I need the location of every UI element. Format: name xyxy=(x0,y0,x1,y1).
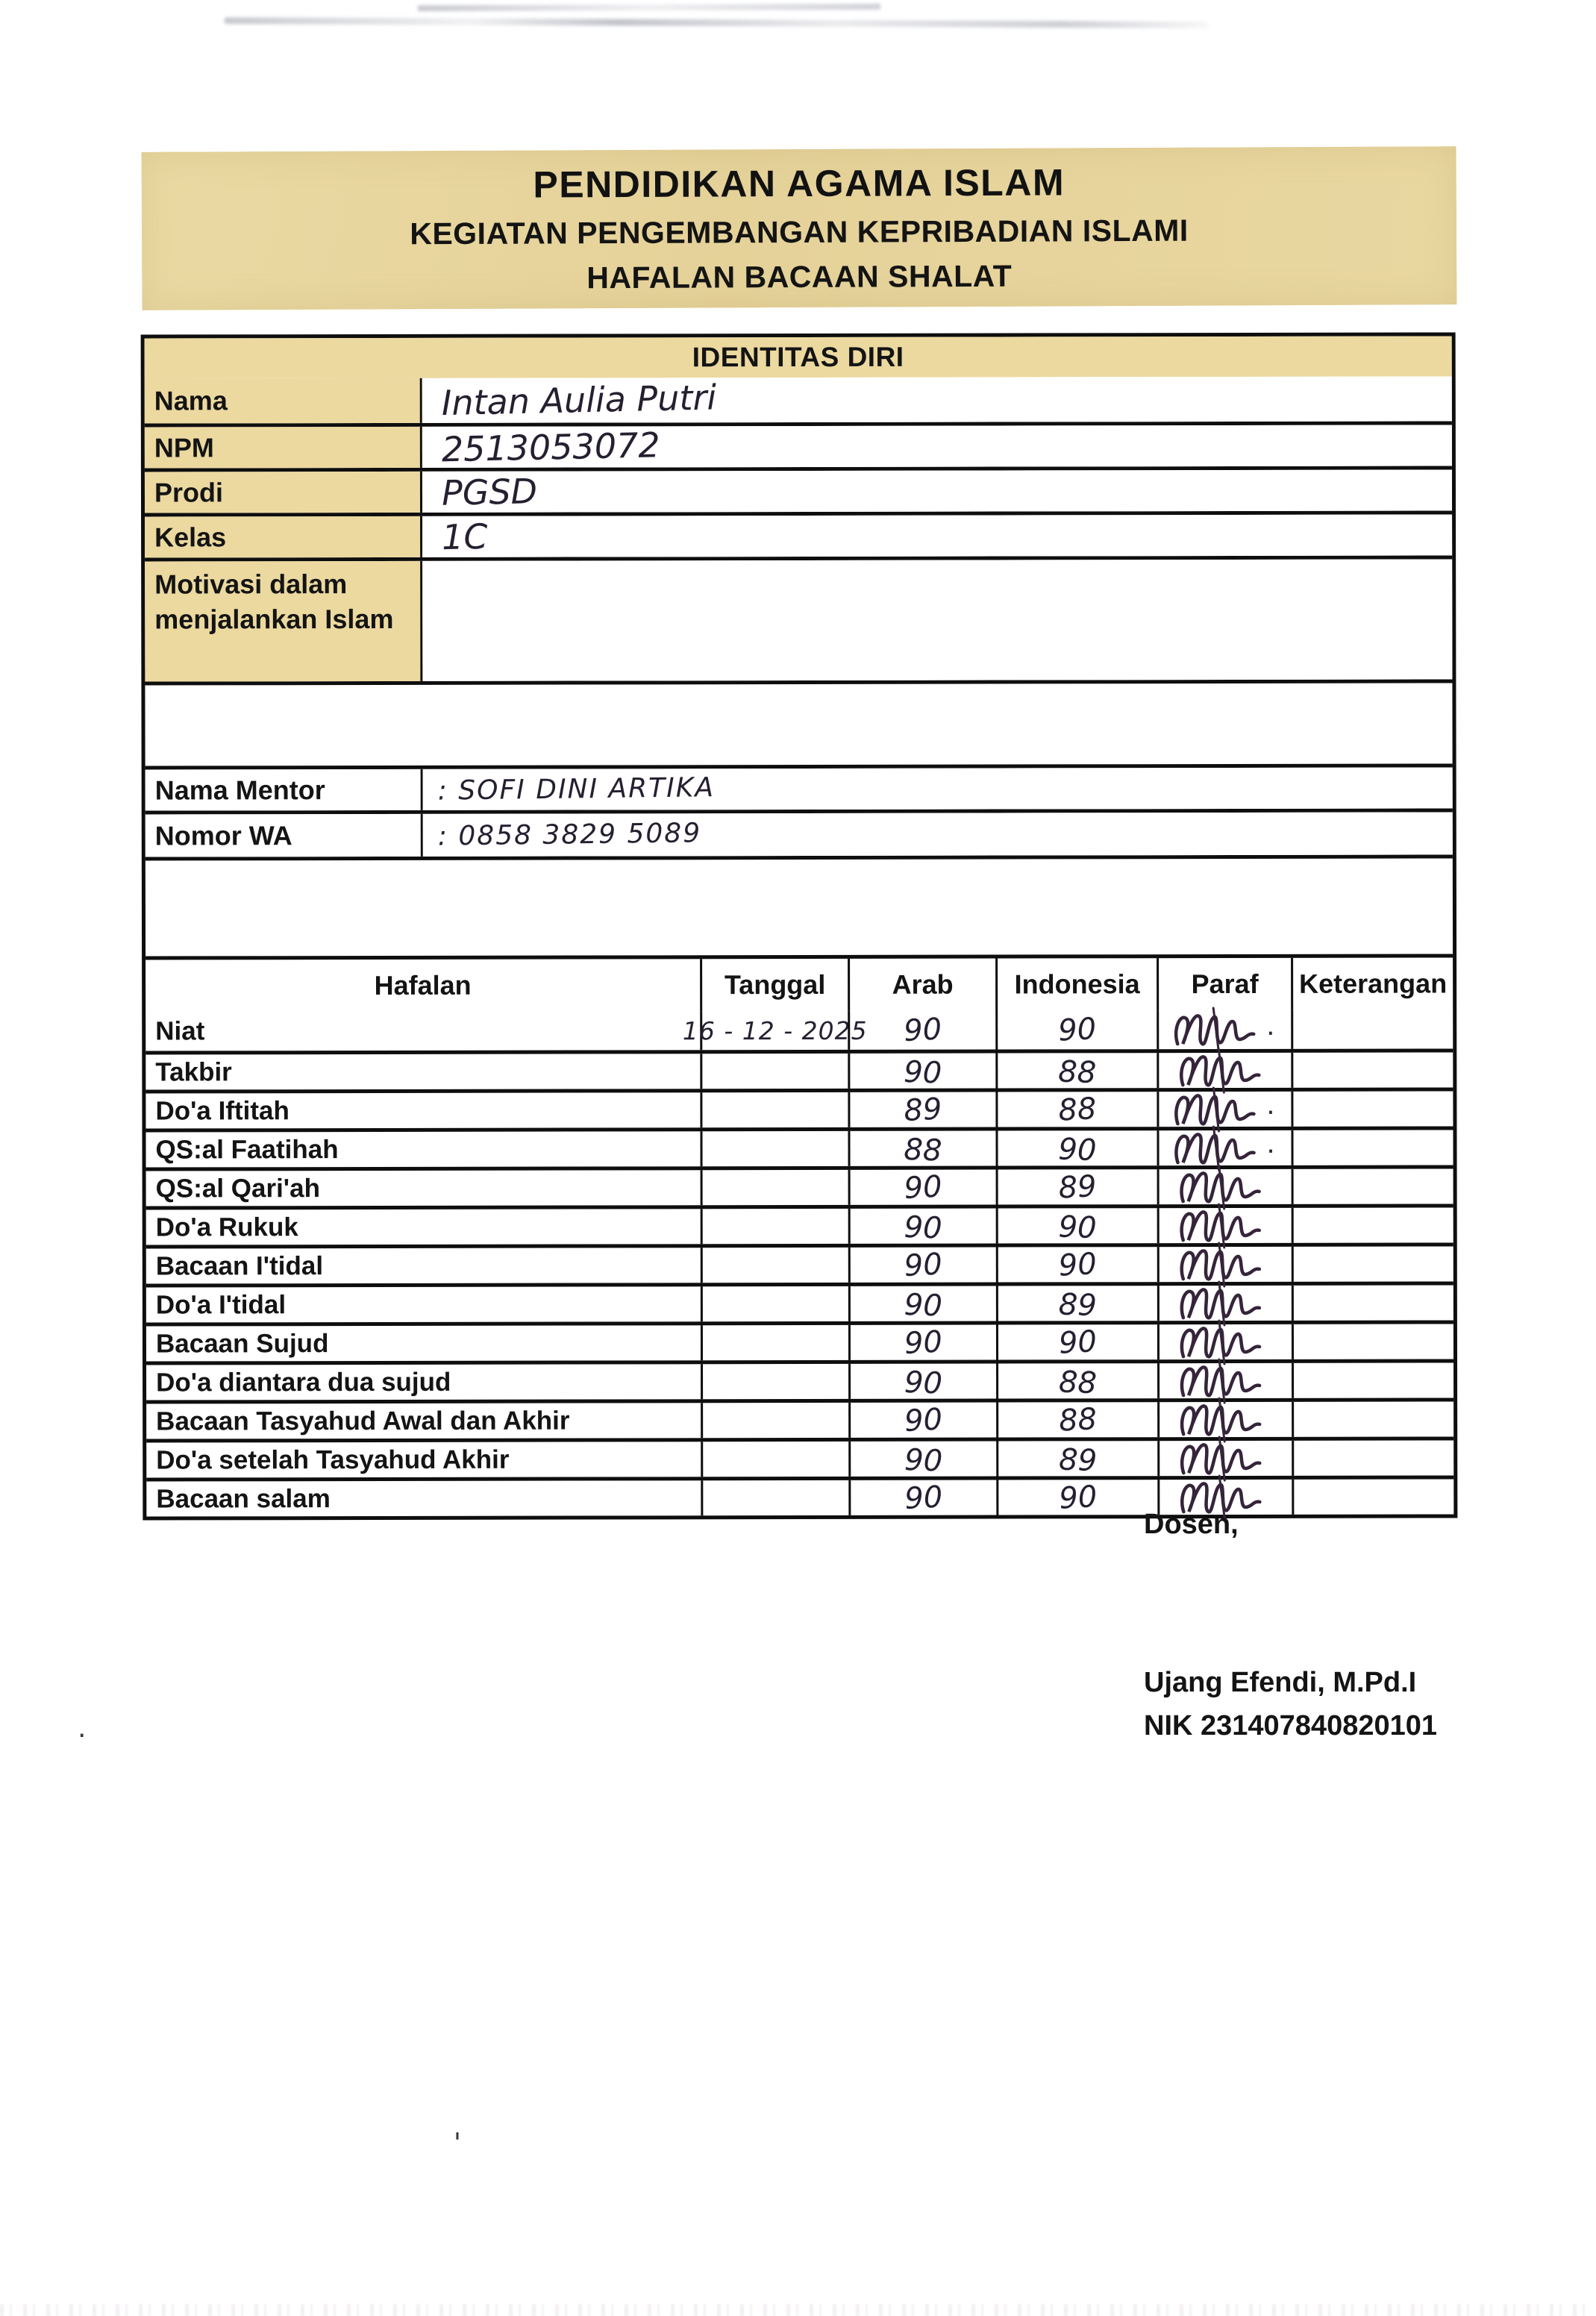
paraf-cell xyxy=(1157,1402,1292,1437)
indonesia-score-handwritten: 88 xyxy=(1057,1091,1098,1128)
indonesia-score-handwritten: 90 xyxy=(1057,1246,1098,1283)
signatory-role: Dosen, xyxy=(1144,1509,1239,1540)
keterangan-cell xyxy=(1292,1168,1453,1204)
indonesia-score-cell xyxy=(996,1441,1157,1476)
indonesia-score-cell xyxy=(996,1169,1157,1204)
indonesia-score-handwritten: 88 xyxy=(1058,1365,1098,1400)
paraf-signature-mark xyxy=(1174,1244,1264,1284)
arab-score-cell xyxy=(848,1092,995,1127)
score-row xyxy=(145,1126,1453,1167)
empty-spacer-cell xyxy=(145,679,1452,766)
date-cell xyxy=(701,1403,848,1438)
mentor-wa-row xyxy=(145,808,1453,857)
score-row xyxy=(146,1242,1453,1283)
indonesia-score-cell xyxy=(996,1324,1157,1359)
paraf-signature-mark xyxy=(1175,1399,1265,1439)
scan-edge-noise xyxy=(0,2304,1596,2316)
keterangan-cell xyxy=(1292,1479,1453,1514)
paraf-signature-mark xyxy=(1175,1438,1265,1478)
field-value-handwritten: 2513053072 xyxy=(441,424,661,469)
indonesia-score-cell xyxy=(996,1402,1157,1437)
date-cell xyxy=(701,1325,848,1360)
score-row xyxy=(146,1165,1453,1206)
indonesia-score-cell xyxy=(996,1480,1157,1515)
date-cell xyxy=(701,1442,848,1477)
paraf-cell xyxy=(1157,1010,1291,1049)
arab-score-handwritten: 89 xyxy=(903,1091,943,1128)
arab-score-cell xyxy=(848,1054,995,1089)
arab-score-handwritten: 90 xyxy=(903,1246,943,1283)
field-value-cell xyxy=(422,376,1452,422)
arab-score-cell xyxy=(848,1442,996,1477)
paraf-cell xyxy=(1157,1286,1292,1321)
memorization-item-label: Bacaan I'tidal xyxy=(155,1251,324,1281)
paraf-dot: . xyxy=(1266,1008,1275,1042)
identity-field-row xyxy=(145,510,1452,557)
keterangan-cell xyxy=(1292,1207,1453,1242)
signatory-nik: NIK 231407840820101 xyxy=(1144,1710,1438,1741)
paraf-signature-mark xyxy=(1174,1283,1264,1323)
memorization-item-label: Bacaan Tasyahud Awal dan Akhir xyxy=(156,1406,570,1436)
arab-score-cell xyxy=(848,1209,996,1244)
paraf-cell xyxy=(1157,1363,1292,1398)
memorization-item-label: QS:al Faatihah xyxy=(155,1134,339,1165)
score-row xyxy=(146,1436,1453,1477)
paraf-dot: . xyxy=(1266,1087,1275,1121)
memorization-item-label: Do'a setelah Tasyahud Akhir xyxy=(156,1445,510,1475)
column-header-keterangan: Keterangan xyxy=(1291,957,1453,1010)
date-cell xyxy=(700,1131,848,1166)
keterangan-cell xyxy=(1292,1440,1453,1475)
score-row xyxy=(146,1475,1453,1516)
memorization-item-label: Bacaan salam xyxy=(156,1483,331,1514)
keterangan-cell xyxy=(1291,1052,1453,1087)
indonesia-score-cell xyxy=(995,1053,1157,1088)
indonesia-score-cell xyxy=(995,1092,1157,1127)
paraf-signature-mark xyxy=(1169,1010,1259,1050)
identity-field-row xyxy=(145,376,1452,423)
date-cell xyxy=(700,1092,848,1127)
form-title-band xyxy=(142,146,1457,310)
field-value-handwritten: 1C xyxy=(441,516,489,557)
indonesia-score-cell xyxy=(996,1363,1157,1398)
paraf-cell xyxy=(1157,1169,1292,1204)
arab-score-handwritten: 90 xyxy=(904,1365,943,1401)
indonesia-score-cell xyxy=(996,1247,1157,1282)
score-row xyxy=(146,1204,1453,1245)
arab-score-handwritten: 90 xyxy=(903,1012,943,1049)
date-cell xyxy=(701,1209,848,1244)
signatory-name: Ujang Efendi, M.Pd.I xyxy=(1144,1667,1417,1698)
indonesia-score-cell xyxy=(995,1010,1157,1049)
form-title-line1: PENDIDIKAN AGAMA ISLAM xyxy=(533,161,1065,206)
keterangan-cell xyxy=(1291,1130,1453,1165)
paraf-cell xyxy=(1157,1247,1292,1282)
memorization-item-label: Do'a Rukuk xyxy=(155,1212,298,1242)
indonesia-score-handwritten: 89 xyxy=(1058,1442,1098,1478)
mentor-name-handwritten: : SOFI DINI ARTIKA xyxy=(437,772,716,807)
indonesia-score-cell xyxy=(996,1286,1157,1321)
paraf-cell xyxy=(1157,1441,1292,1476)
arab-score-handwritten: 90 xyxy=(903,1209,943,1246)
memorization-item-label: Do'a I'tidal xyxy=(155,1289,287,1320)
arab-score-handwritten: 90 xyxy=(903,1054,942,1091)
column-header-tanggal: Tanggal xyxy=(700,959,848,1011)
scan-streak-artifact xyxy=(418,4,880,11)
paraf-signature-mark xyxy=(1174,1050,1264,1090)
field-value-cell xyxy=(422,425,1452,467)
keterangan-cell xyxy=(1291,1010,1453,1048)
score-table-header xyxy=(145,954,1453,1012)
keterangan-cell xyxy=(1292,1246,1453,1281)
paraf-signature-mark xyxy=(1169,1089,1259,1129)
memorization-item-label: Do'a Iftitah xyxy=(155,1095,290,1126)
mentor-wa-handwritten: : 0858 3829 5089 xyxy=(437,818,702,852)
scan-streak-artifact xyxy=(224,17,1209,28)
identity-field-row xyxy=(145,421,1452,468)
arab-score-handwritten: 90 xyxy=(903,1324,944,1361)
arab-score-cell xyxy=(848,1248,996,1283)
paraf-cell xyxy=(1157,1208,1292,1243)
arab-score-cell xyxy=(848,1286,996,1324)
form-title-line3: HAFALAN BACAAN SHALAT xyxy=(586,258,1013,295)
column-header-paraf: Paraf xyxy=(1157,958,1291,1010)
date-handwritten: 16 - 12 - 2025 xyxy=(682,1015,868,1045)
date-cell xyxy=(700,1054,848,1089)
column-header-indonesia: Indonesia xyxy=(995,958,1157,1010)
field-label: Nomor WA xyxy=(145,814,423,857)
keterangan-cell xyxy=(1292,1401,1453,1436)
field-label: Kelas xyxy=(145,516,422,558)
field-label: Nama xyxy=(145,378,422,424)
arab-score-handwritten: 90 xyxy=(903,1168,943,1206)
field-label: Motivasi dalam menjalankan Islam xyxy=(145,561,422,682)
arab-score-cell xyxy=(848,1403,996,1438)
field-value-handwritten: PGSD xyxy=(441,470,538,513)
score-row xyxy=(146,1320,1453,1361)
date-cell xyxy=(701,1170,848,1205)
identity-field-row xyxy=(145,466,1452,513)
memorization-item-label: Niat xyxy=(155,1016,205,1046)
indonesia-score-handwritten: 89 xyxy=(1058,1287,1098,1323)
keterangan-cell xyxy=(1292,1285,1453,1320)
keterangan-cell xyxy=(1292,1324,1453,1359)
field-label: Nama Mentor xyxy=(145,769,423,811)
indonesia-score-handwritten: 88 xyxy=(1057,1054,1097,1090)
arab-score-handwritten: 90 xyxy=(904,1442,943,1479)
paraf-cell xyxy=(1157,1126,1291,1165)
date-cell xyxy=(701,1480,848,1515)
arab-score-handwritten: 90 xyxy=(903,1401,944,1439)
date-cell xyxy=(701,1364,848,1399)
paraf-cell xyxy=(1157,1053,1291,1088)
indonesia-score-handwritten: 90 xyxy=(1057,1012,1098,1048)
indonesia-score-handwritten: 90 xyxy=(1057,1132,1098,1168)
stray-pen-mark: . xyxy=(78,1713,87,1744)
memorization-item-label: Takbir xyxy=(155,1057,232,1087)
memorization-item-label: Bacaan Sujud xyxy=(155,1328,329,1359)
arab-score-handwritten: 90 xyxy=(904,1479,944,1516)
paraf-cell xyxy=(1157,1324,1292,1359)
score-row xyxy=(145,1048,1453,1089)
paraf-cell xyxy=(1157,1087,1291,1127)
score-row xyxy=(146,1359,1453,1400)
indonesia-score-handwritten: 90 xyxy=(1057,1324,1098,1361)
column-header-arab: Arab xyxy=(848,959,995,1011)
field-label: Prodi xyxy=(145,472,422,513)
paraf-signature-mark xyxy=(1175,1360,1265,1400)
keterangan-cell xyxy=(1292,1362,1453,1398)
score-row xyxy=(145,1010,1453,1051)
indonesia-score-handwritten: 89 xyxy=(1057,1168,1098,1206)
field-value-cell xyxy=(423,812,1453,856)
form-table xyxy=(141,332,1458,1520)
identity-section-header: IDENTITAS DIRI xyxy=(145,336,1452,378)
identity-field-row xyxy=(145,555,1452,681)
date-cell xyxy=(701,1286,848,1321)
field-value-cell xyxy=(423,767,1453,810)
score-row xyxy=(145,1087,1453,1128)
date-cell xyxy=(701,1248,848,1283)
arab-score-cell xyxy=(848,1364,996,1399)
paraf-signature-mark xyxy=(1174,1166,1264,1206)
paraf-signature-mark xyxy=(1169,1127,1259,1168)
field-value-handwritten: Intan Aulia Putri xyxy=(441,377,717,424)
keterangan-cell xyxy=(1291,1091,1453,1126)
paraf-signature-mark xyxy=(1174,1205,1264,1245)
field-label: NPM xyxy=(145,427,422,469)
empty-spacer-cell xyxy=(145,854,1453,956)
field-value-cell xyxy=(422,559,1452,680)
indonesia-score-handwritten: 88 xyxy=(1057,1401,1098,1439)
indonesia-score-cell xyxy=(995,1130,1157,1168)
arab-score-cell xyxy=(848,1131,995,1166)
field-value-cell xyxy=(422,514,1452,557)
paraf-signature-mark xyxy=(1174,1321,1264,1362)
arab-score-cell xyxy=(848,1480,996,1515)
score-row xyxy=(146,1281,1453,1322)
field-value-cell xyxy=(422,469,1452,512)
memorization-item-label: Do'a diantara dua sujud xyxy=(156,1367,451,1398)
score-row xyxy=(146,1398,1453,1439)
arab-score-handwritten: 90 xyxy=(904,1287,943,1324)
indonesia-score-cell xyxy=(996,1208,1157,1243)
arab-score-cell xyxy=(848,1325,996,1360)
indonesia-score-handwritten: 90 xyxy=(1057,1209,1098,1245)
memorization-item-label: QS:al Qari'ah xyxy=(155,1173,320,1204)
indonesia-score-handwritten: 90 xyxy=(1058,1479,1098,1516)
paraf-dot: . xyxy=(1266,1126,1275,1159)
arab-score-cell xyxy=(848,1011,995,1050)
stray-pen-mark: ' xyxy=(454,2128,461,2159)
form-title-line2: KEGIATAN PENGEMBANGAN KEPRIBADIAN ISLAMI xyxy=(410,213,1189,251)
arab-score-cell xyxy=(848,1170,996,1205)
date-cell xyxy=(682,1011,868,1050)
mentor-name-row xyxy=(145,763,1453,810)
arab-score-handwritten: 88 xyxy=(903,1132,943,1168)
column-header-hafalan: Hafalan xyxy=(374,969,472,1001)
field-value-handwritten xyxy=(422,621,442,622)
